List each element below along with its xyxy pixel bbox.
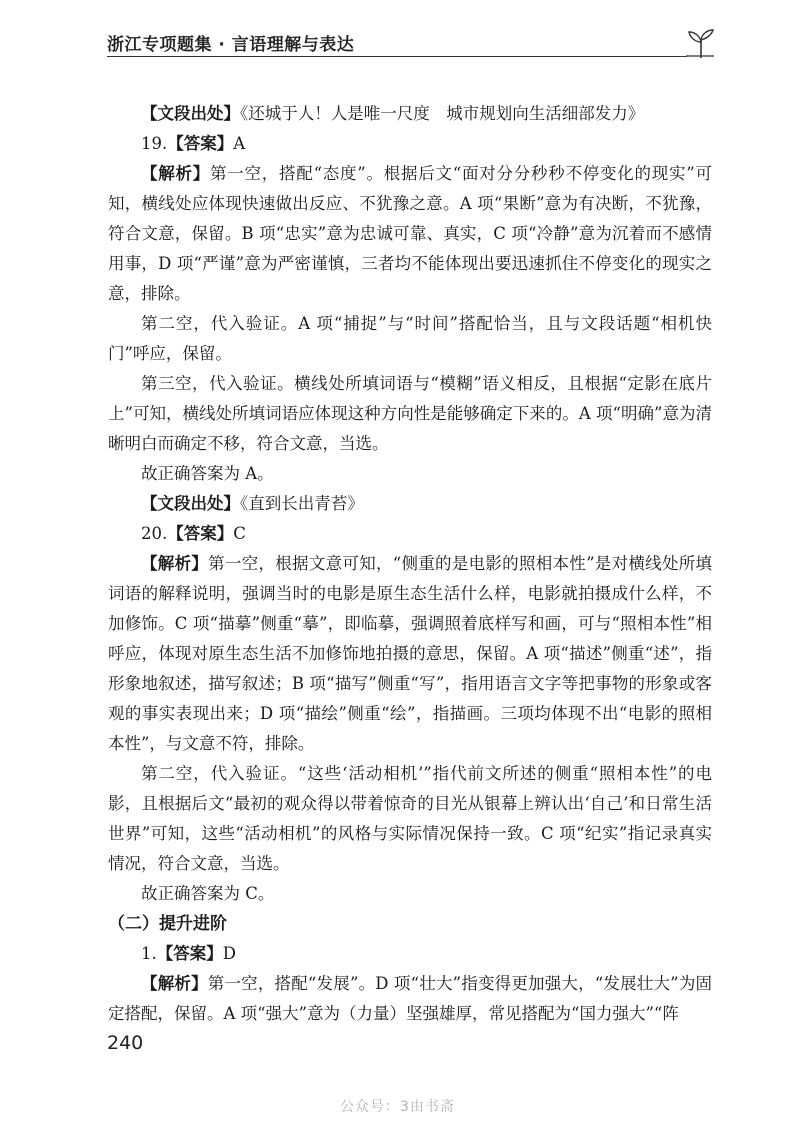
document-body	[108, 99, 712, 1029]
analysis-paragraph: 【解析】第一空，搭配“发展”。D 项“壮大”指变得更加强大，“发展壮大”为固定搭配，保留。A 项“强大”意为（力量）坚强雄厚，常见搭配为“国力强大”“阵	[108, 974, 713, 1023]
body-paragraph: 第二空，代入验证。A 项“捕捉”与“时间”搭配恰当，且与文段话题“相机快门”呼应，保留。	[108, 314, 712, 363]
page-number: 240	[107, 1032, 144, 1054]
source-line: 【文段出处】《直到长出青苔》	[141, 494, 364, 513]
conclusion-line: 故正确答案为 C。	[141, 884, 275, 903]
body-paragraph: 第二空，代入验证。“这些‘活动相机’”指代前文所述的侧重“照相本性”的电影，且根据后文“最初的观众得以带着惊奇的目光从银幕上辨认出‘自己’和日常生活世界”可知，这些“活动相机”的风格与实际情况保持一致。C 项“纪实”指记录真实情况，符合文意，当选。	[108, 764, 712, 873]
answer-line: 19.【答案】A	[141, 134, 246, 153]
section-heading: （二）提升进阶	[108, 914, 227, 934]
running-header: 浙江专项题集 · 言语理解与表达	[107, 35, 355, 55]
watermark: 公众号：3由书斋	[340, 1099, 455, 1115]
answer-line: 20.【答案】C	[141, 524, 246, 543]
analysis-paragraph: 【解析】第一空，搭配“态度”。根据后文“面对分分秒秒不停变化的现实”可知，横线处应体现快速做出反应、不犹豫之意。A 项“果断”意为有决断，不犹豫，符合文意，保留。B 项“忠实”意为忠诚可靠、真实，C 项“冷静”意为沉着而不感情用事，D 项“严谨”意为严密谨慎，三者均不能体现出要迅速抓住不停变化的现实之意，排除。	[108, 164, 712, 303]
analysis-paragraph: 【解析】第一空，根据文意可知，“侧重的是电影的照相本性”是对横线处所填词语的解释说明，强调当时的电影是原生态生活什么样，电影就拍摄成什么样，不加修饰。C 项“描摹”侧重“摹”，即临摹，强调照着底样写和画，可与“照相本性”相呼应，体现对原生态生活不加修饰地拍摄的意思，保留。A 项“描述”侧重“述”，指形象地叙述，描写叙述；B 项“描写”侧重“写”，指用语言文字等把事物的形象或客观的事实表现出来；D 项“描绘”侧重“绘”，指描画。三项均体现不出“电影的照相本性”，与文意不符，排除。	[108, 554, 713, 753]
conclusion-line: 故正确答案为 A。	[141, 464, 274, 483]
answer-line: 1.【答案】D	[141, 944, 236, 963]
sprout-icon	[684, 28, 718, 60]
header-rule	[107, 56, 687, 57]
source-line: 【文段出处】《还城于人！人是唯一尺度 城市规划向生活细部发力》	[141, 104, 645, 123]
body-paragraph: 第三空，代入验证。横线处所填词语与“模糊”语义相反，且根据“定影在底片上”可知，横线处所填词语应体现这种方向性是能够确定下来的。A 项“明确”意为清晰明白而确定不移，符合文意，当选。	[108, 374, 712, 453]
